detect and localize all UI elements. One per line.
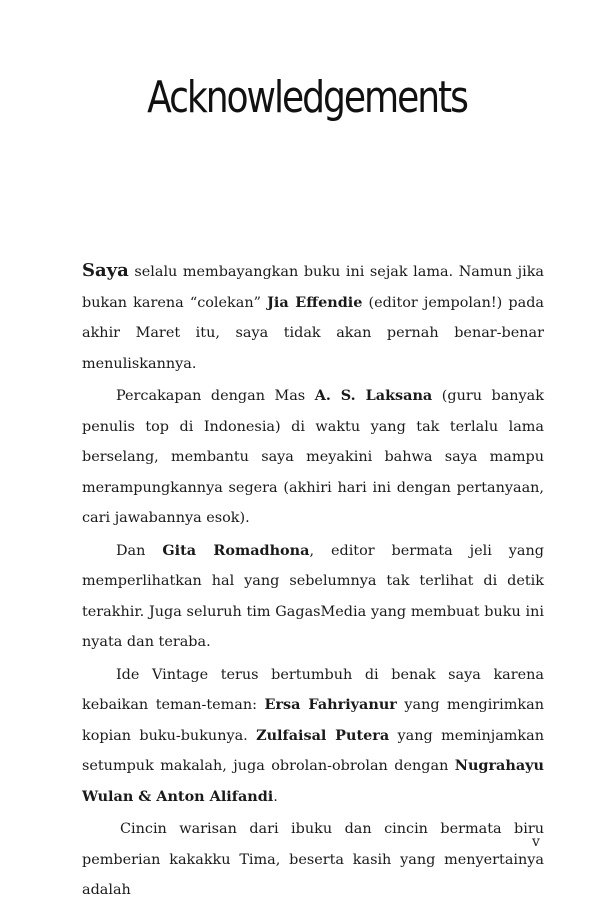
paragraph-4-text-2: yang mengirimkan kopian buku-bukunya. (82, 697, 544, 744)
paragraph-1 (82, 256, 544, 379)
paragraph-4-text-3: yang meminjamkan setumpuk makalah, juga obrolan-obrolan dengan (82, 727, 545, 774)
paragraph-2 (82, 381, 544, 534)
paragraph-5-text-1: Cincin warisan dari ibuku dan cincin bermata biru pemberian kakakku Tima, beserta kasih yang menyertainya adalah (82, 821, 544, 898)
paragraph-1-text-2: (editor jempolan!) pada akhir Maret itu, saya tidak akan pernah benar-benar menuliskannya. (82, 294, 544, 372)
name-jia-effendie: Jia Effendie (267, 293, 363, 311)
paragraph-3-text-2: , editor bermata jeli yang memperlihatkan hal yang sebelumnya tak terlihat di detik terakhir. Juga seluruh tim GagasMedia yang membuat buku ini nyata dan teraba. (82, 542, 544, 650)
page-title: Acknowledgements (147, 72, 467, 123)
paragraph-5 (82, 814, 544, 906)
name-as-laksana: A. S. Laksana (314, 387, 433, 404)
paragraph-4-text-4: . (273, 788, 278, 805)
acknowledgements-body (82, 256, 544, 908)
lead-word: Saya (82, 260, 129, 281)
paragraph-4-text-1: Ide Vintage terus bertumbuh di benak saya karena kebaikan teman-teman: (82, 666, 544, 713)
name-gita-romadhona: Gita Romadhona (162, 541, 310, 559)
paragraph-2-text-2: (guru banyak penulis top di Indonesia) di waktu yang tak terlalu lama berselang, membantu saya meyakini bahwa saya mampu merampungkannya segera (akhiri hari ini dengan pertanyaan, cari jawabannya esok). (82, 388, 544, 526)
name-nugrahayu-anton: Nugrahayu Wulan & Anton Alifandi (82, 757, 544, 805)
paragraph-1-text-1: selalu membayangkan buku ini sejak lama. Namun jika bukan karena “colekan” (82, 264, 544, 311)
paragraph-3-text-1: Dan (116, 542, 163, 559)
name-ersa-fahriyanur: Ersa Fahriyanur (264, 696, 397, 713)
paragraph-2-text-1: Percakapan dengan Mas (116, 388, 315, 404)
name-zulfaisal-putera: Zulfaisal Putera (256, 726, 390, 744)
page-number: v (532, 834, 540, 850)
paragraph-4 (82, 660, 544, 813)
paragraph-3 (82, 536, 544, 658)
